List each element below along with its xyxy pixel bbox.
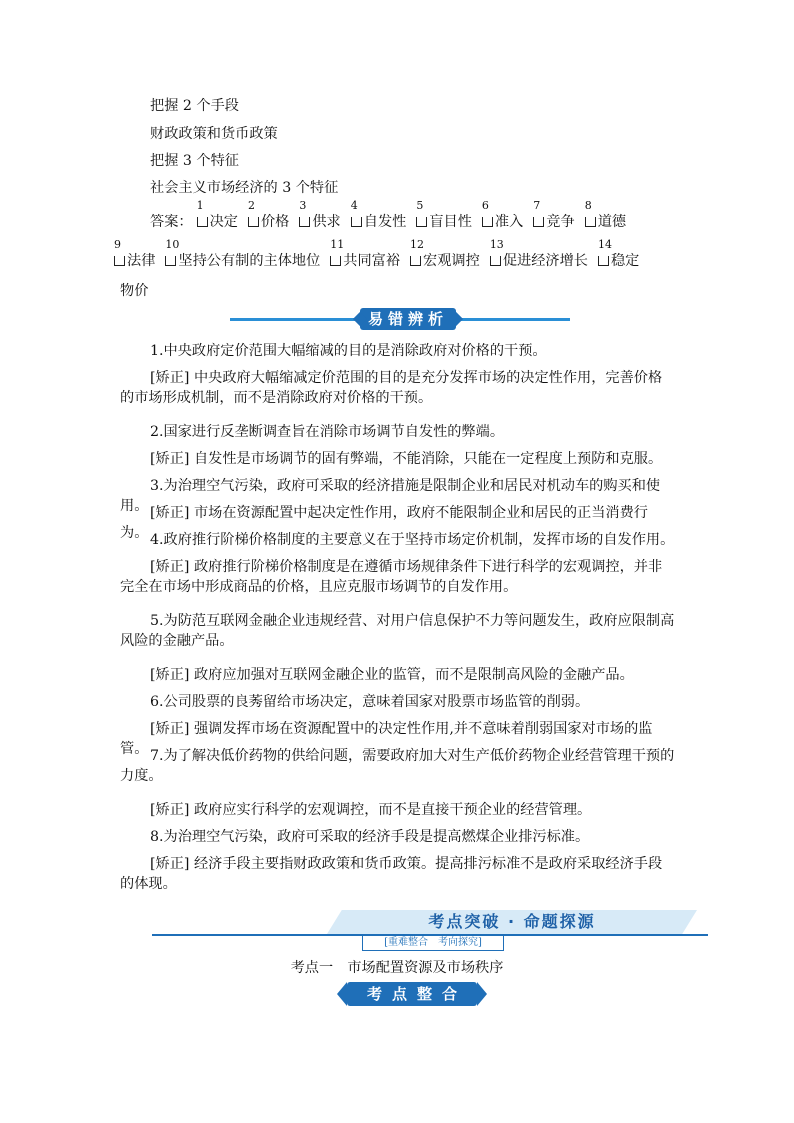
correction-item: [矫正] 政府应实行科学的宏观调控，而不是直接干预企业的经营管理。 [150,802,592,818]
blank-box [351,217,362,227]
banner-subtitle: [重难整合 考向探究] [362,936,504,951]
answer-blank [114,238,156,270]
answer-number: 4 [350,199,358,212]
answer-blank [165,238,321,270]
blank-box [299,217,310,227]
answer-number: 2 [247,199,255,212]
blank-box [114,256,125,266]
question-item: 6.公司股票的良莠留给市场决定，意味着国家对股票市场监管的削弱。 [150,694,590,710]
answer-blank [299,199,341,231]
blank-box [482,217,493,227]
answer-row-1 [150,199,627,231]
answer-text: 法律 [127,253,156,269]
blank-box [165,256,176,266]
question-item: 1.中央政府定价范围大幅缩减的目的是消除政府对价格的干预。 [150,343,547,359]
answer-text: 自发性 [363,214,407,230]
blank-box [585,217,596,227]
correction-item: [矫正] 经济手段主要指财政政策和货币政策。提高排污标准不是政府采取经济手段的体现。 [120,856,663,892]
answer-number: 5 [416,199,424,212]
answer-text: 供求 [312,214,341,230]
answer-blank [533,199,575,231]
answer-tail: 物价 [120,283,149,299]
answer-blank [597,238,640,270]
answer-text: 道德 [597,214,627,230]
answer-number: 13 [489,238,504,251]
question-item: 7.为了解决低价药物的供给问题，需要政府加大对生产低价药物企业经营管理干预的力度。 [120,748,675,784]
blank-box [490,256,501,266]
correction-item: [矫正] 政府推行阶梯价格制度是在遵循市场规律条件下进行科学的宏观调控，并非完全在市场中形成商品的价格，且应克服市场调节的自发作用。 [120,559,663,595]
answer-text: 盲目性 [429,214,472,230]
section-banner [152,910,708,950]
answer-text: 稳定 [610,253,640,269]
correction-item: [矫正] 自发性是市场调节的固有弊端，不能消除，只能在一定程度上预防和克服。 [150,451,663,467]
blank-box [416,217,427,227]
answer-blank [410,238,480,270]
answer-number: 11 [330,238,345,251]
blank-box [248,217,259,227]
answer-text: 准入 [494,214,524,230]
answer-text: 坚持公有制的主体地位 [178,253,321,269]
answer-number: 12 [410,238,425,251]
answer-blank [584,199,627,231]
answer-text: 价格 [260,214,290,230]
answer-number: 1 [196,199,204,212]
topic-title: 考点一 市场配置资源及市场秩序 [290,960,504,976]
answer-blank [489,238,588,270]
answer-label: 答案： [150,214,193,230]
answer-blank [350,199,407,231]
blank-box [598,256,609,266]
correction-item: [矫正] 市场在资源配置中起决定性作用，政府不能限制企业和居民的正当消费行为。 [120,505,648,541]
blank-box [197,217,208,227]
answer-blank [196,199,238,231]
topic-tag-label: 考点整合 [366,985,467,1003]
blank-box [330,256,341,266]
answer-text: 共同富裕 [343,253,401,269]
question-item: 8.为治理空气污染，政府可采取的经济手段是提高燃煤企业排污标准。 [150,829,590,845]
topic-tag [337,982,487,1006]
answer-blank [416,199,472,231]
answer-number: 7 [533,199,541,212]
answer-number: 8 [584,199,592,212]
answer-blank [330,238,401,270]
correction-item: [矫正] 中央政府大幅缩减定价范围的目的是充分发挥市场的决定性作用，完善价格的市场形成机制，而不是消除政府对价格的干预。 [120,370,663,406]
intro-line-3: 把握 3 个特征 [150,153,239,169]
answer-text: 决定 [209,214,238,230]
answer-text: 宏观调控 [423,253,480,269]
intro-line-2: 财政政策和货币政策 [150,126,278,142]
answer-number: 3 [299,199,307,212]
answer-row-2 [114,238,640,270]
answer-blank [247,199,290,231]
blank-box [533,217,544,227]
answer-number: 9 [114,238,121,251]
answer-number: 10 [165,238,180,251]
correction-item: [矫正] 强调发挥市场在资源配置中的决定性作用,并不意味着削弱国家对市场的监管。 [120,721,653,757]
banner-title: 考点突破 · 命题探源 [428,912,596,931]
intro-line-4: 社会主义市场经济的 3 个特征 [150,180,339,196]
question-item: 5.为防范互联网金融企业违规经营、对用户信息保护不力等问题发生，政府应限制高风险的金融产品。 [120,613,675,649]
question-item: 4.政府推行阶梯价格制度的主要意义在于坚持市场定价机制，发挥市场的自发作用。 [150,532,675,548]
answer-number: 6 [481,199,489,212]
section-title-yicuo: 易错辨析 [360,308,456,330]
question-item: 2.国家进行反垄断调查旨在消除市场调节自发性的弊端。 [150,424,505,440]
answer-number: 14 [597,238,612,251]
answer-blank [481,199,524,231]
question-item: 3.为治理空气污染，政府可采取的经济措施是限制企业和居民对机动车的购买和使用。 [120,478,661,514]
intro-line-1: 把握 2 个手段 [150,98,239,114]
answer-text: 竞争 [546,214,575,230]
blank-box [410,256,421,266]
correction-item: [矫正] 政府应加强对互联网金融企业的监管，而不是限制高风险的金融产品。 [150,667,634,683]
answer-text: 促进经济增长 [502,253,588,269]
